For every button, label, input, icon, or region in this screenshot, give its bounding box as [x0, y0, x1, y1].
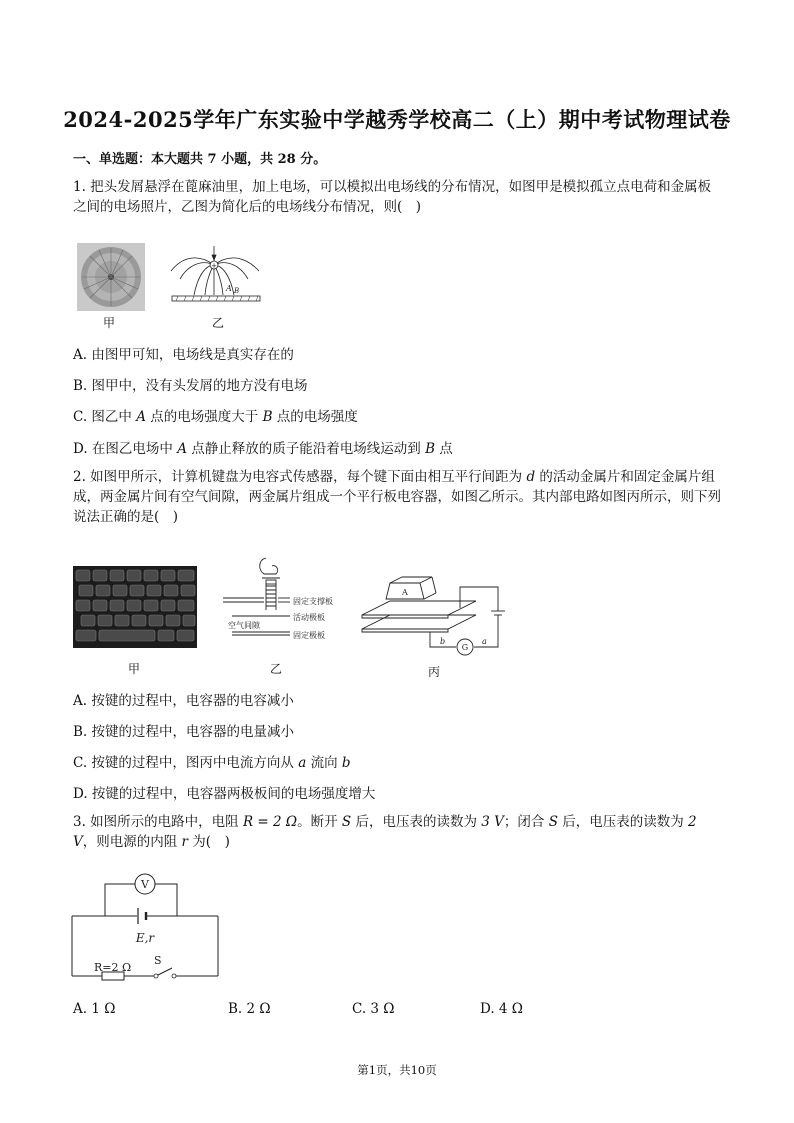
voltage-3v: 3 V: [481, 814, 504, 830]
q3-option-d[interactable]: D. 4 Ω: [480, 1001, 523, 1017]
node-a-label: a: [482, 637, 487, 646]
q1-option-c-text-2: 点的电场强度大于: [145, 409, 263, 425]
q1-option-d[interactable]: [73, 437, 453, 457]
q2-keyboard-photo: [73, 566, 197, 648]
q2-option-b[interactable]: B. 按键的过程中，电容器的电量减小: [73, 724, 295, 740]
q2-option-a[interactable]: A. 按键的过程中，电容器的电容减小: [73, 693, 294, 709]
fig-point-a: A: [226, 284, 232, 293]
label-moving-plate: 活动极板: [293, 613, 325, 622]
q3-stem: [73, 812, 723, 852]
node-b-label: b: [440, 637, 446, 646]
label-fixed-plate: 固定极板: [293, 631, 325, 640]
galvanometer-label: G: [461, 643, 469, 652]
q1-caption-yi: 乙: [212, 316, 225, 330]
fig-plus-label: +: [211, 262, 217, 270]
q2-key-structure-diagram: [218, 556, 353, 654]
q1-photo-jia: [77, 243, 145, 311]
point-a-var: A: [136, 409, 146, 425]
switch-var: S: [341, 814, 352, 830]
battery-label: E,r: [135, 931, 155, 945]
point-a-var: A: [177, 441, 187, 457]
q2-option-d[interactable]: D. 按键的过程中，电容器两极板间的电场强度增大: [73, 786, 376, 802]
resistance-var: R = 2 Ω: [242, 814, 298, 830]
q2-stem: [73, 467, 723, 527]
q2-caption-bing: 丙: [428, 665, 441, 679]
distance-var: d: [526, 469, 536, 485]
point-b-var: B: [425, 441, 435, 457]
label-support-plate: 固定支撑板: [293, 597, 333, 606]
internal-resistance-var: r: [181, 834, 189, 850]
q1-stem: 1. 把头发屑悬浮在蓖麻油里，加上电场，可以模拟出电场线的分布情况，如图甲是模拟孤立点电荷和金属板之间的电场照片，乙图为简化后的电场线分布情况，则( ): [73, 179, 712, 215]
resistor-label: R=2 Ω: [94, 961, 132, 974]
q3-stem-text-7: 为( ): [188, 834, 230, 850]
switch-label: S: [154, 954, 162, 967]
q1-option-c-text-3: 点的电场强度: [272, 409, 358, 425]
q1-option-c-text-1: C. 图乙中: [73, 409, 137, 425]
q3-stem-text-3: 后，电压表的读数为: [351, 814, 482, 830]
q3-stem-text-5: 后，电压表的读数为: [557, 814, 689, 830]
q3-option-c[interactable]: C. 3 Ω: [352, 1001, 395, 1017]
q1-option-b[interactable]: B. 图甲中，没有头发屑的地方没有电场: [73, 378, 308, 394]
q1-caption-jia: 甲: [103, 316, 116, 330]
q1-fieldline-diagram: [168, 243, 264, 307]
q2-option-c[interactable]: [73, 751, 351, 771]
voltmeter-label: V: [141, 878, 149, 891]
q3-stem-text-2: 。断开: [297, 814, 342, 830]
q2-stem-text-1: 2. 如图甲所示，计算机键盘为电容式传感器，每个键下面由相互平行间距为: [73, 469, 527, 485]
node-a-var: a: [298, 755, 307, 771]
q3-circuit-diagram: [70, 870, 222, 982]
label-air-gap: 空气间隙: [228, 621, 260, 630]
q3-stem-text-4: ；闭合: [503, 814, 549, 830]
node-b-var: b: [341, 755, 351, 771]
q1-option-a[interactable]: A. 由图甲可知，电场线是真实存在的: [73, 347, 294, 363]
q3-stem-text-1: 3. 如图所示的电路中，电阻: [73, 814, 243, 830]
q2-option-c-text-1: C. 按键的过程中，图丙中电流方向从: [73, 755, 299, 771]
q1-option-d-text-3: 点: [434, 441, 453, 457]
q1-option-c[interactable]: [73, 405, 358, 425]
q1-option-d-text-2: 点静止释放的质子能沿着电场线运动到: [186, 441, 426, 457]
fig-point-b: B: [234, 287, 240, 295]
q2-caption-jia: 甲: [128, 662, 141, 676]
q3-option-a[interactable]: A. 1 Ω: [73, 1001, 116, 1017]
q2-stem-text-2: 的活动金属片和固定金属片组成，两金属片间有空气间隙，两金属片组成一个平行板电容器，如图乙所示。其内部电路如图丙所示，则下列说法正确的是( ): [73, 469, 721, 525]
page-footer: 第1页，共10页: [357, 1063, 437, 1077]
q3-option-b[interactable]: B. 2 Ω: [228, 1001, 271, 1017]
page-title: 2024-2025学年广东实验中学越秀学校高二（上）期中考试物理试卷: [63, 107, 731, 132]
voltage-2v: 2 V: [73, 814, 697, 850]
switch-var: S: [548, 814, 558, 830]
q2-option-c-text-2: 流向: [306, 755, 342, 771]
key-a-label: A: [402, 588, 408, 597]
section-heading: 一、单选题：本大题共 7 小题，共 28 分。: [73, 152, 327, 167]
point-b-var: B: [262, 409, 273, 425]
q2-circuit-diagram: [360, 571, 520, 656]
q3-stem-text-6: ，则电源的内阻: [82, 834, 182, 850]
q2-caption-yi: 乙: [270, 662, 283, 676]
q1-option-d-text-1: D. 在图乙电场中: [73, 441, 178, 457]
